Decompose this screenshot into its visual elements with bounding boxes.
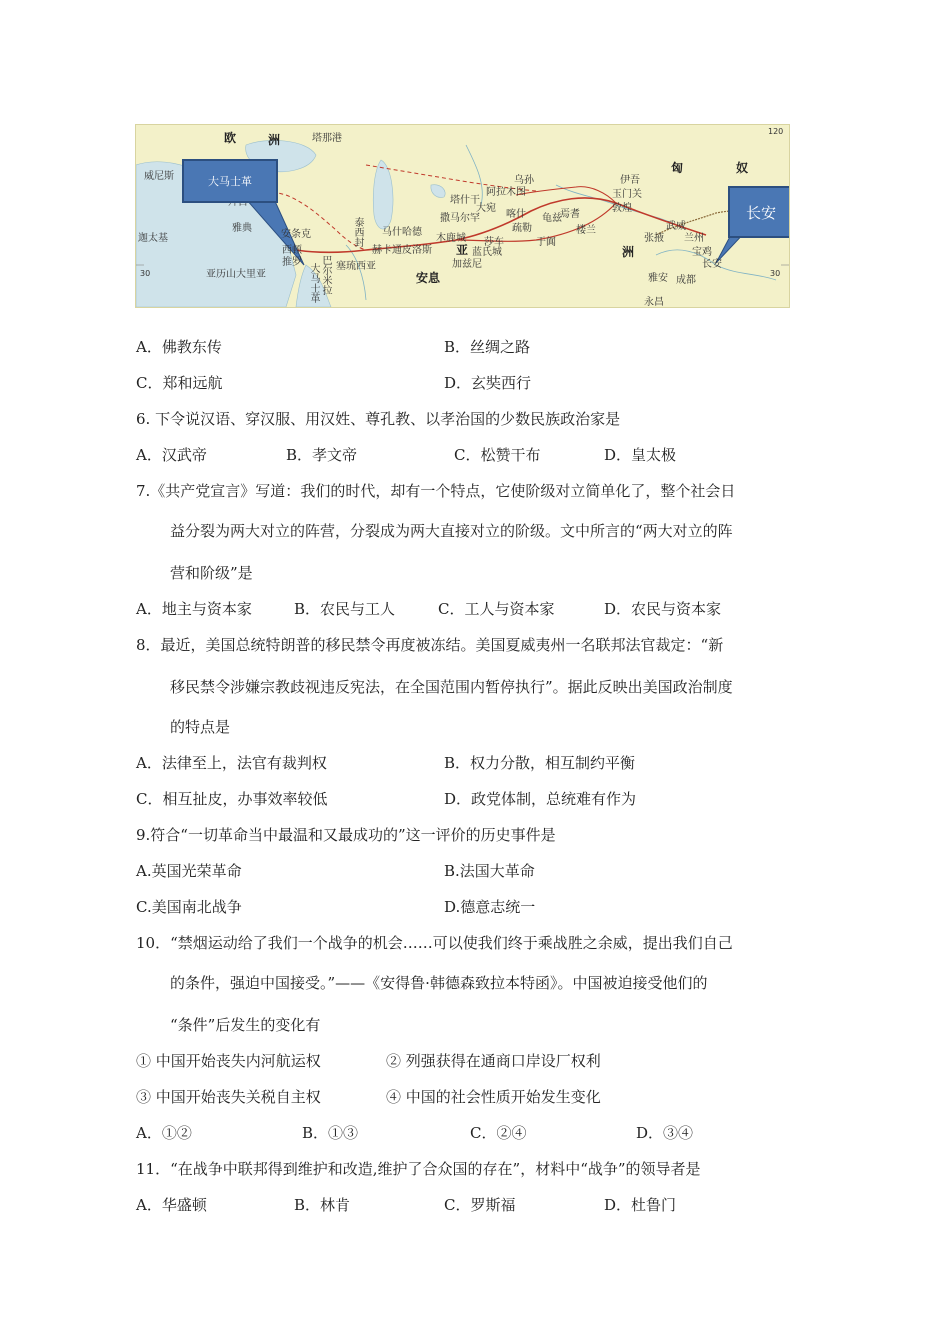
map-region-label: 欧 [224,131,237,145]
map-place-label: 敦煌 [612,203,632,214]
q11-option-a: A．华盛顿 [136,1196,207,1214]
map-region-label: 安息 [416,271,441,285]
q10-option-a: A．①② [136,1124,192,1142]
map-place-label: 雅典 [232,223,252,234]
damascus-callout: 大马士革 [182,159,278,203]
map-region-label: 亚 [456,243,469,257]
map-place-label: 于阗 [536,237,556,248]
q5-option-c: C．郑和远航 [136,374,223,392]
q9-stem: 9.符合“一切革命当中最温和又最成功的”这一评价的历史事件是 [136,826,556,844]
map-place-label: 塞琉西亚 [336,261,376,272]
map-place-label: 大马士革 [308,263,319,303]
map-place-label: 赫卡通皮洛斯 [372,245,432,256]
map-place-label: 推罗 [282,257,302,268]
map-place-label: 大宛 [476,203,496,214]
q5-option-d: D．玄奘西行 [444,374,532,392]
map-place-label: 龟兹 [542,213,562,224]
q10-statement-2: ② 列强获得在通商口岸设厂权利 [386,1052,601,1070]
q10-option-d: D．③④ [636,1124,694,1142]
map-place-label: 阿拉木图 [486,187,526,198]
q10-statement-1: ① 中国开始丧失内河航运权 [136,1052,321,1070]
map-place-label: 马什哈德 [382,227,422,238]
map-place-label: 疏勒 [512,223,532,234]
map-place-label: 莎车 [484,237,504,248]
q10-statement-3: ③ 中国开始丧失关税自主权 [136,1088,321,1106]
map-place-label: 雅安 [648,273,668,284]
map-place-label: 加兹尼 [452,259,482,270]
map-coord-label: 120 [768,127,784,136]
q6-option-a: A．汉武帝 [136,446,207,464]
q10-statement-4: ④ 中国的社会性质开始发生变化 [386,1088,601,1106]
map-place-label: 塔什干 [450,195,480,206]
q9-option-a: A.英国光荣革命 [136,862,242,880]
map-place-label: 永昌 [644,297,664,308]
map-place-label: 威尼斯 [144,171,174,182]
changan-callout: 长安 [728,186,790,238]
q9-option-d: D.德意志统一 [444,898,536,916]
q7-stem-line2: 益分裂为两大对立的阵营，分裂成为两大直接对立的阶级。文中所言的“两大对立的阵 [170,522,733,540]
map-place-label: 兰州 [684,233,704,244]
map-coord-label: 30 [140,269,151,278]
q6-stem: 6. 下令说汉语、穿汉服、用汉姓、尊孔教、以孝治国的少数民族政治家是 [136,410,621,428]
map-place-label: 伊吾 [620,175,640,186]
q7-option-c: C．工人与资本家 [438,600,555,618]
map-place-label: 安条克 [281,229,311,240]
q5-option-a: A．佛教东传 [136,338,222,356]
map-place-label: 木鹿城 [436,233,466,244]
q9-option-b: B.法国大革命 [444,862,535,880]
q8-option-c: C．相互扯皮，办事效率较低 [136,790,328,808]
map-region-label: 洲 [268,133,281,147]
map-place-label: 玉门关 [612,189,642,200]
q8-stem-line1: 8．最近，美国总统特朗普的移民禁令再度被冻结。美国夏威夷州一名联邦法官裁定：“新 [136,636,724,654]
q8-stem-line2: 移民禁令涉嫌宗教歧视违反宪法，在全国范围内暂停执行”。据此反映出美国政治制度 [170,678,733,696]
q6-option-d: D．皇太极 [604,446,677,464]
map-place-label: 迦太基 [138,233,168,244]
map-place-label: 蓝氏城 [472,247,502,258]
q8-option-d: D．政党体制，总统难有作为 [444,790,637,808]
map-place-label: 泰西封 [352,217,363,247]
q9-option-c: C.美国南北战争 [136,898,242,916]
q6-option-b: B．孝文帝 [286,446,358,464]
q11-option-d: D．杜鲁门 [604,1196,677,1214]
q10-option-c: C．②④ [470,1124,527,1142]
map-place-label: 成都 [676,275,696,286]
q10-stem-line1: 10．“禁烟运动给了我们一个战争的机会……可以使我们终于乘战胜之余威，提出我们自己 [136,934,733,952]
map-place-label: 楼兰 [576,225,596,236]
q7-stem-line3: 营和阶级”是 [170,564,253,582]
map-place-label: 撒马尔罕 [440,213,480,224]
map-place-label: 长安 [702,259,722,270]
map-place-label: 西顿 [282,245,302,256]
q11-stem: 11．“在战争中联邦得到维护和改造,维护了合众国的存在”，材料中“战争”的领导者是 [136,1160,701,1178]
q6-option-c: C．松赞干布 [454,446,541,464]
map-place-label: 塔那港 [312,133,342,144]
q8-option-b: B．权力分散，相互制约平衡 [444,754,636,772]
q5-option-b: B．丝绸之路 [444,338,531,356]
q8-stem-line3: 的特点是 [170,718,231,736]
q10-stem-line3: “条件”后发生的变化有 [170,1016,321,1034]
map-place-label: 宝鸡 [692,247,712,258]
q10-option-b: B．①③ [302,1124,359,1142]
q10-stem-line2: 的条件，强迫中国接受。”——《安得鲁·韩德森致拉本特函》。中国被迫接受他们的 [170,974,708,992]
map-place-label: 巴尔米拉 [320,255,331,295]
map-place-label: 焉耆 [560,209,580,220]
map-place-label: 张掖 [644,233,664,244]
map-region-label: 洲 [622,245,635,259]
q11-option-b: B．林肯 [294,1196,351,1214]
q7-option-d: D．农民与资本家 [604,600,722,618]
map-place-label: 乌孙 [514,175,534,186]
map-region-label: 奴 [736,161,749,175]
map-place-label: 武威 [666,221,686,232]
map-place-label: 喀什 [506,209,526,220]
q7-option-a: A．地主与资本家 [136,600,252,618]
map-region-label: 匈 [671,161,684,175]
map-coord-label: 30 [770,269,781,278]
silk-road-map [135,124,790,308]
q11-option-c: C．罗斯福 [444,1196,516,1214]
q8-option-a: A．法律至上，法官有裁判权 [136,754,327,772]
q7-stem-line1: 7.《共产党宣言》写道：我们的时代，却有一个特点，它使阶级对立简单化了，整个社会日 [136,482,736,500]
map-place-label: 亚历山大里亚 [206,269,266,280]
q7-option-b: B．农民与工人 [294,600,396,618]
